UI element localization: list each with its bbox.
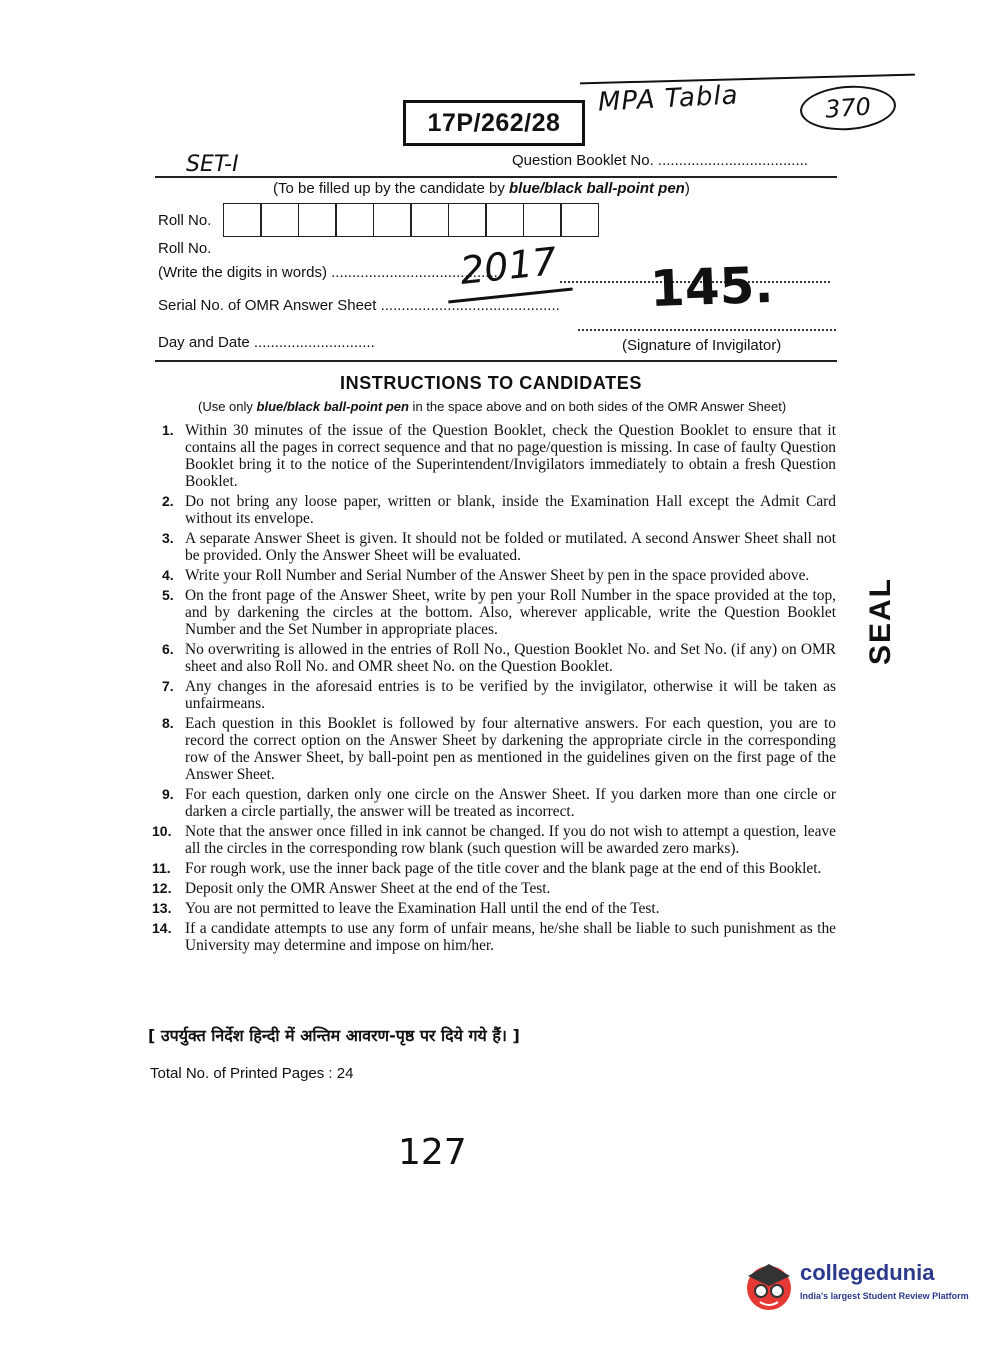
logo-tagline: India's largest Student Review Platform [800, 1291, 969, 1301]
instruction-item [150, 567, 836, 584]
instruction-number: 9. [162, 786, 174, 802]
instruction-item [150, 493, 836, 527]
instruction-item [150, 823, 836, 857]
set-label: SET-I [186, 152, 239, 177]
handwritten-circled-number: 370 [799, 83, 898, 134]
roll-digit-box[interactable] [410, 203, 449, 237]
hindi-note: [ उपर्युक्त निर्देश हिन्दी में अन्तिम आवरण-पृष्ठ पर दिये गये हैं। ] [148, 1026, 520, 1045]
instruction-number: 5. [162, 587, 174, 603]
total-pages: Total No. of Printed Pages : 24 [150, 1065, 354, 1082]
logo-wordmark: collegedunia [800, 1260, 935, 1285]
instruction-text: Write your Roll Number and Serial Number of the Answer Sheet by pen in the space provided above. [185, 567, 810, 584]
fill-note-suffix: ) [684, 180, 690, 197]
roll-digit-box[interactable] [485, 203, 524, 237]
handwritten-year: 2017 [457, 239, 559, 293]
instruction-number: 12. [152, 880, 172, 896]
roll-no-boxes [224, 203, 599, 237]
instructions-title: INSTRUCTIONS TO CANDIDATES [340, 373, 642, 393]
instr-sub-prefix: (Use only [198, 399, 257, 414]
seal-label: SEAL [864, 576, 897, 665]
roll-digit-box[interactable] [448, 203, 487, 237]
roll-digit-box[interactable] [373, 203, 412, 237]
instruction-number: 4. [162, 567, 174, 583]
roll-digit-box[interactable] [223, 203, 262, 237]
header-rule [155, 176, 837, 178]
instruction-text: Note that the answer once filled in ink cannot be changed. If you do not wish to attempt a question, leave all the circles in the corresponding row blank (such question will be awarded zero marks). [185, 823, 836, 857]
instruction-number: 10. [152, 823, 172, 839]
instruction-number: 11. [152, 860, 171, 876]
signature-label: (Signature of Invigilator) [622, 337, 782, 354]
roll-digit-box[interactable] [523, 203, 562, 237]
instruction-number: 1. [162, 422, 174, 438]
instr-sub-suffix: in the space above and on both sides of the OMR Answer Sheet) [408, 399, 787, 414]
instruction-item [150, 715, 836, 783]
instruction-number: 2. [162, 493, 174, 509]
instruction-item [150, 880, 836, 897]
top-underline [580, 74, 915, 85]
instruction-number: 3. [162, 530, 174, 546]
instruction-text: No overwriting is allowed in the entries of Roll No., Question Booklet No. and Set No. (if any) on OMR sheet and also Roll No. and OMR sheet No. on the Question Booklet. [185, 641, 836, 675]
handwritten-number: 145. [649, 255, 775, 319]
instruction-text: A separate Answer Sheet is given. It should not be folded or mutilated. A second Answer Sheet shall not be provided. Only the Answer Sheet will be evaluated. [185, 530, 836, 564]
form-bottom-rule [155, 360, 837, 362]
instr-sub-bold: blue/black ball-point pen [256, 399, 409, 414]
fill-note-bold: blue/black ball-point pen [509, 180, 685, 197]
instruction-text: If a candidate attempts to use any form of unfair means, he/she shall be liable to such punishment as the University may determine and impose on him/her. [185, 920, 836, 954]
instruction-item [150, 860, 836, 877]
instruction-number: 7. [162, 678, 174, 694]
instruction-item [150, 641, 836, 675]
instruction-item [150, 530, 836, 564]
signature-dots [578, 329, 836, 331]
mascot-icon [740, 1256, 798, 1314]
roll-digit-box[interactable] [560, 203, 599, 237]
roll-digit-box[interactable] [335, 203, 374, 237]
handwritten-page-mark: 127 [398, 1132, 467, 1173]
handwritten-subject: MPA Tabla [597, 80, 740, 118]
roll-digit-box[interactable] [298, 203, 337, 237]
instruction-text: For each question, darken only one circle on the Answer Sheet. If you darken more than one circle or darken a circle partially, the answer will be treated as incorrect. [185, 786, 836, 820]
instruction-item [150, 900, 836, 917]
roll-no-label: Roll No. [158, 212, 212, 229]
instruction-number: 13. [152, 900, 172, 916]
instruction-number: 8. [162, 715, 174, 731]
roll-digit-box[interactable] [260, 203, 299, 237]
instruction-text: Within 30 minutes of the issue of the Question Booklet, check the Question Booklet to ensure that it contains all the pages in correct sequence and that no page/question is missing. In case of faulty Question Booklet bring it to the notice of the Superintendent/Invigilators immediately to obtain a fresh Question Booklet. [185, 422, 836, 490]
fill-note [273, 180, 690, 197]
instruction-item [150, 422, 836, 490]
instruction-text: Each question in this Booklet is followed by four alternative answers. For each question, you are to record the correct option on the Answer Sheet by darkening the appropriate circle in the corresponding row of the Answer Sheet, by ball-point pen as mentioned in the guidelines given on the first page of the Answer Sheet. [185, 715, 836, 783]
instruction-item [150, 786, 836, 820]
instructions-list [150, 422, 836, 957]
instruction-text: On the front page of the Answer Sheet, write by pen your Roll Number in the space provided at the top, and by darkening the circles at the bottom. Also, wherever applicable, write the Question Booklet Number and the Set Number in appropriate places. [185, 587, 836, 638]
roll-no-words-label: Roll No. [158, 240, 212, 257]
instructions-subtitle [198, 399, 786, 414]
instruction-number: 6. [162, 641, 174, 657]
instruction-text: Deposit only the OMR Answer Sheet at the end of the Test. [185, 880, 551, 897]
instruction-text: Any changes in the aforesaid entries is to be verified by the invigilator, otherwise it will be taken as unfairmeans. [185, 678, 836, 712]
question-booklet-label: Question Booklet No. .................................... [512, 152, 808, 169]
collegedunia-logo [740, 1256, 970, 1316]
instruction-number: 14. [152, 920, 172, 936]
booklet-code: 17P/262/28 [403, 100, 585, 146]
day-date-label: Day and Date ............................. [158, 334, 375, 351]
roll-no-words-hint: (Write the digits in words) ......................................... [158, 264, 502, 281]
instruction-item [150, 587, 836, 638]
instruction-text: Do not bring any loose paper, written or blank, inside the Examination Hall except the Admit Card without its envelope. [185, 493, 836, 527]
fill-note-prefix: (To be filled up by the candidate by [273, 180, 509, 197]
instruction-text: For rough work, use the inner back page of the title cover and the blank page at the end of this Booklet. [185, 860, 822, 877]
instruction-item [150, 920, 836, 954]
instruction-item [150, 678, 836, 712]
serial-omr-label: Serial No. of OMR Answer Sheet ........................................... [158, 297, 560, 314]
instruction-text: You are not permitted to leave the Examination Hall until the end of the Test. [185, 900, 660, 917]
